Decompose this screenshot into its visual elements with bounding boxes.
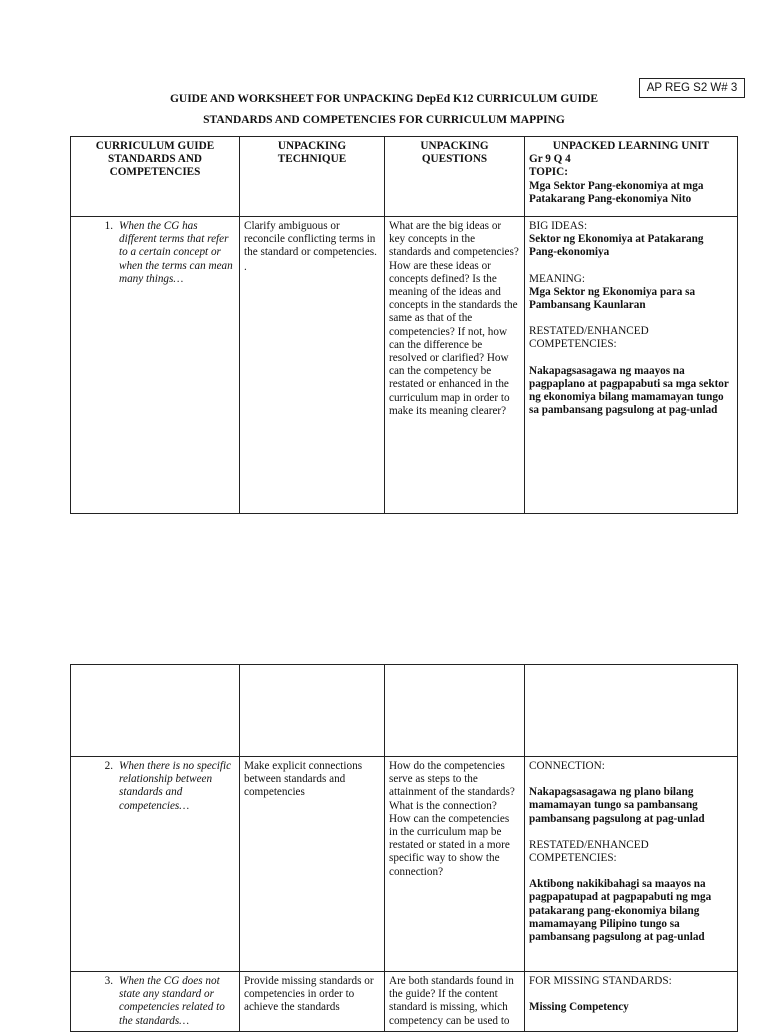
row1-condition-cell [71,217,240,514]
row1-technique-cell [240,217,385,514]
row3-questions: Are both standards found in the guide? If the content standard is missing, which competency can be used to [389,975,514,1027]
row2-condition-cell [71,757,240,972]
meaning-text: Mga Sektor ng Ekonomiya para sa Pambansang Kaunlaran [529,285,696,312]
table-row [71,757,738,972]
document-title: GUIDE AND WORKSHEET FOR UNPACKING DepEd K12 CURRICULUM GUIDE [169,93,599,105]
header-unit-title: UNPACKED LEARNING UNIT [552,140,710,152]
document-subtitle: STANDARDS AND COMPETENCIES FOR CURRICULUM MAPPING [203,114,565,126]
header-topic-text: Mga Sektor Pang-ekonomiya at mga Patakarang Pang-ekonomiya Nito [529,179,704,205]
row3-technique-cell [240,972,385,1032]
restated-text: Nakapagsasagawa ng maayos na pagpaplano at pagpapabuti sa mga sektor ng ekonomiya bilang mamamayan tungo sa pambansang pagsulong at pag-unlad [529,364,729,417]
missing-standards-label: FOR MISSING STANDARDS: [529,975,672,987]
header-grade: Gr 9 Q 4 [529,153,571,166]
row3-unit-cell [525,972,738,1032]
big-ideas-text: Sektor ng Ekonomiya at Patakarang Pang-ekonomiya [529,233,704,259]
row3-questions-cell [385,972,525,1032]
row2-questions-cell [385,757,525,972]
row2-number: 2. [104,760,113,772]
row2-condition: When there is no specific relationship between standards and competencies… [119,760,232,812]
unpacking-table-2 [70,664,738,1032]
row1-technique-extra: . [244,260,247,273]
row3-condition-cell [71,972,240,1032]
row1-unit-cell [525,217,738,514]
meaning-label: MEANING: [529,272,585,285]
connection-text: Nakapagsasagawa ng plano bilang mamamayan tungo sa pambansang pambansang pagsulong at pag-unlad [529,786,705,825]
table-header-row [71,137,738,217]
restated-text: Aktibong nakikibahagi sa maayos na pagpapatupad at pagpapabuti ng mga patakarang pang-ekonomiya bilang mamamayang Pilipino tungo sa pambansang pagsulong at pag-unlad [529,878,712,944]
restated-label: RESTATED/ENHANCED COMPETENCIES: [529,838,649,865]
row1-number: 1. [104,220,113,232]
missing-competency-text: Missing Competency [529,1001,629,1014]
row1-questions: What are the big ideas or key concepts in the standards and competencies? How are these ideas or concepts defined? Is the meaning of the ideas and concepts in the standards the same as that of the competencies? If not, how can the difference be resolved or clarified? How can the competency be restated or enhanced in the curriculum map in order to make its meaning clearer? [389,220,519,417]
header-cg-standards: CURRICULUM GUIDE STANDARDS AND COMPETENCIES [71,137,240,217]
header-technique: UNPACKING TECHNIQUE [240,137,385,217]
row2-technique: Make explicit connections between standards and competencies [244,760,363,799]
row2-questions: How do the competencies serve as steps to the attainment of the standards? What is the connection? How can the competencies in the curriculum map be restated or stated in a more specific way to show the connection? [389,760,515,878]
header-unpacked-unit [525,137,738,217]
table-empty-row [71,665,738,757]
header-topic-label: TOPIC: [529,166,568,179]
header-questions: UNPACKING QUESTIONS [385,137,525,217]
row3-number: 3. [104,975,113,987]
row1-technique: Clarify ambiguous or reconcile conflicting terms in the standard or competencies. [244,220,377,259]
big-ideas-label: BIG IDEAS: [529,220,588,232]
empty-cell [525,665,738,757]
row1-condition: When the CG has different terms that refer to a certain concept or when the terms can mean many things… [119,220,233,285]
document-code-tag: AP REG S2 W# 3 [639,78,745,98]
empty-cell [240,665,385,757]
row3-condition: When the CG does not state any standard or competencies related to the standards… [119,975,225,1027]
table-row [71,972,738,1032]
empty-cell [71,665,240,757]
row2-technique-cell [240,757,385,972]
table-row [71,217,738,514]
row3-technique: Provide missing standards or competencies in order to achieve the standards [244,975,374,1014]
row1-questions-cell [385,217,525,514]
connection-label: CONNECTION: [529,760,605,772]
empty-cell [385,665,525,757]
restated-label: RESTATED/ENHANCED COMPETENCIES: [529,325,649,351]
row2-unit-cell [525,757,738,972]
unpacking-table-1 [70,136,738,514]
